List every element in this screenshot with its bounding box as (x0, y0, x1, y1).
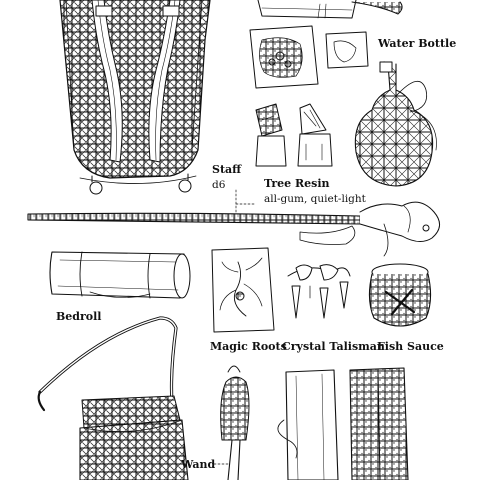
water-bottle-illustration (355, 62, 436, 186)
small-cloth-illustration (326, 32, 368, 68)
resin-bundle-illustration (258, 0, 402, 18)
magic-roots-illustration (212, 248, 274, 332)
bedroll-illustration (50, 252, 190, 298)
crystal-talisman-label: Crystal Talisman (282, 340, 385, 353)
wand-label: Wand (181, 458, 216, 471)
staff-illustration (28, 190, 440, 256)
scroll-left-illustration (278, 370, 338, 480)
crystal-talisman-illustration (288, 265, 350, 318)
wand-illustration (214, 366, 249, 480)
fish-sauce-label: Fish Sauce (377, 340, 444, 353)
backpack-illustration (60, 0, 210, 194)
tree-resin-note: all-gum, quiet-light (264, 193, 366, 205)
fish-sauce-illustration (369, 264, 430, 326)
herb-cloth-illustration (250, 26, 318, 88)
water-bottle-label: Water Bottle (378, 37, 457, 50)
resin-jar-left (256, 104, 286, 166)
bedroll-label: Bedroll (56, 310, 102, 323)
resin-jar-right (298, 104, 332, 166)
woven-bag-illustration (39, 318, 188, 480)
staff-die: d6 (212, 179, 226, 191)
magic-roots-label: Magic Roots (210, 340, 287, 353)
tree-resin-label: Tree Resin (264, 177, 330, 190)
scroll-right-illustration (350, 368, 408, 480)
staff-label: Staff (212, 163, 242, 176)
